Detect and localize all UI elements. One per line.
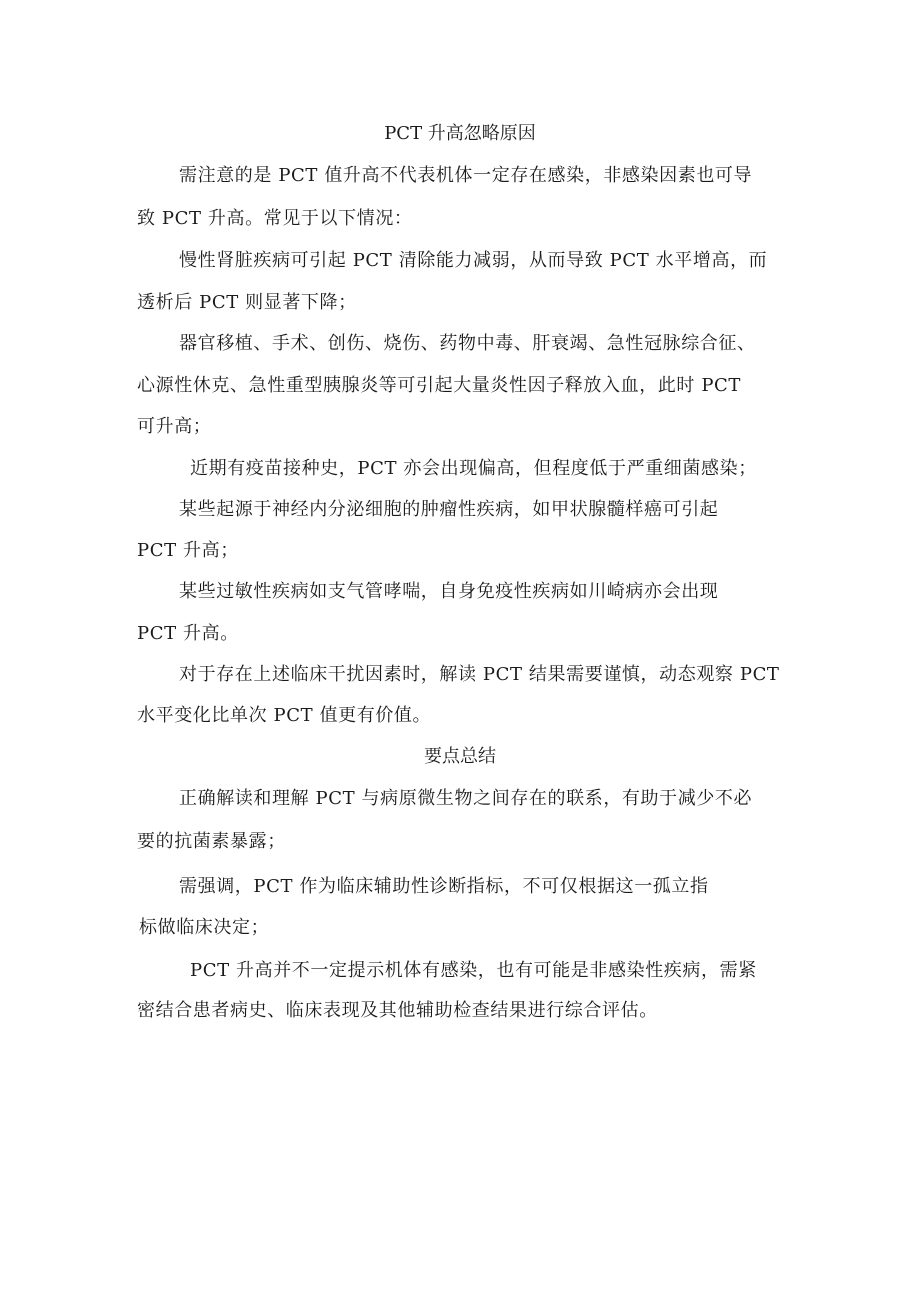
paragraph-line: 心源性休克、急性重型胰腺炎等可引起大量炎性因子释放入血，此时 PCT	[137, 375, 742, 396]
section-title-summary: 要点总结	[424, 746, 496, 767]
paragraph-line: 要的抗菌素暴露；	[137, 831, 286, 852]
paragraph-line: 透析后 PCT 则显著下降；	[137, 292, 357, 313]
paragraph-line: 某些起源于神经内分泌细胞的肿瘤性疾病，如甲状腺髓样癌可引起	[179, 499, 719, 520]
paragraph-line: 对于存在上述临床干扰因素时，解读 PCT 结果需要谨慎，动态观察 PCT	[179, 664, 780, 685]
paragraph-line: 可升高；	[137, 416, 212, 437]
section-title-pct-causes: PCT 升高忽略原因	[384, 123, 536, 144]
paragraph-line: 需强调，PCT 作为临床辅助性诊断指标，不可仅根据这一孤立指	[179, 876, 709, 897]
paragraph-line: 某些过敏性疾病如支气管哮喘，自身免疫性疾病如川崎病亦会出现	[179, 581, 719, 602]
paragraph-line: PCT 升高并不一定提示机体有感染，也有可能是非感染性疾病，需紧	[190, 960, 757, 981]
paragraph-line: 致 PCT 升高。常见于以下情况：	[137, 208, 413, 229]
paragraph-line: PCT 升高；	[137, 540, 239, 561]
paragraph-line: 正确解读和理解 PCT 与病原微生物之间存在的联系，有助于减少不必	[179, 788, 753, 809]
paragraph-line: 近期有疫苗接种史，PCT 亦会出现偏高，但程度低于严重细菌感染；	[190, 458, 757, 479]
paragraph-line: 密结合患者病史、临床表现及其他辅助检查结果进行综合评估。	[137, 1000, 658, 1021]
paragraph-line: 水平变化比单次 PCT 值更有价值。	[137, 705, 432, 726]
paragraph-line: 器官移植、手术、创伤、烧伤、药物中毒、肝衰竭、急性冠脉综合征、	[179, 333, 756, 354]
paragraph-line: 需注意的是 PCT 值升高不代表机体一定存在感染，非感染因素也可导	[179, 165, 753, 186]
paragraph-line: PCT 升高。	[137, 623, 239, 644]
paragraph-line: 标做临床决定；	[139, 917, 270, 938]
paragraph-line: 慢性肾脏疾病可引起 PCT 清除能力减弱，从而导致 PCT 水平增高，而	[179, 250, 768, 271]
